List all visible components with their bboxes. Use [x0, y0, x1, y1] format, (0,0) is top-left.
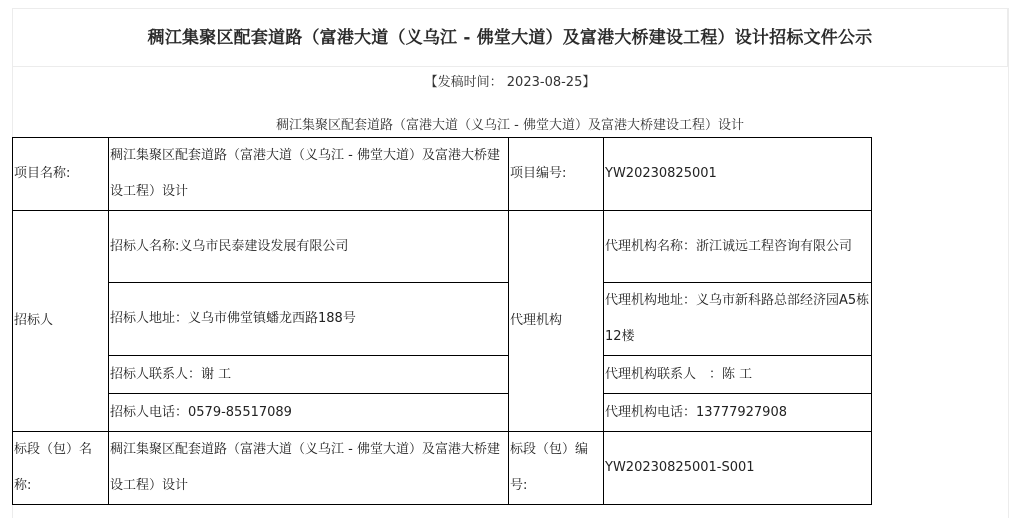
agency-address: 代理机构地址：义乌市新科路总部经济园A5栋12楼 [604, 283, 872, 356]
tenderer-label: 招标人 [13, 211, 109, 432]
tenderer-name: 招标人名称:义乌市民泰建设发展有限公司 [109, 211, 509, 283]
lot-no-label: 标段（包）编号: [509, 432, 604, 505]
agency-label: 代理机构 [509, 211, 604, 432]
project-name-label: 项目名称: [13, 138, 109, 211]
lot-no-value: YW20230825001-S001 [604, 432, 872, 505]
agency-contact: 代理机构联系人 ：陈 工 [604, 356, 872, 394]
table-row [13, 138, 872, 211]
table-row [13, 394, 872, 432]
lot-name-label: 标段（包）名称: [13, 432, 109, 505]
tenderer-address: 招标人地址：义乌市佛堂镇蟠龙西路188号 [109, 283, 509, 356]
table-row [13, 283, 872, 356]
project-no-label: 项目编号: [509, 138, 604, 211]
publish-date: 【发稿时间： 2023-08-25】 [424, 75, 596, 90]
tender-info-table [12, 137, 872, 505]
title-divider [12, 66, 1008, 67]
tenderer-contact: 招标人联系人：谢 工 [109, 356, 509, 394]
table-row [13, 356, 872, 394]
agency-phone: 代理机构电话：13777927908 [604, 394, 872, 432]
lot-name-value: 稠江集聚区配套道路（富港大道（义乌江 - 佛堂大道）及富港大桥建设工程）设计 [109, 432, 509, 505]
project-name-value: 稠江集聚区配套道路（富港大道（义乌江 - 佛堂大道）及富港大桥建设工程）设计 [109, 138, 509, 211]
table-row [13, 432, 872, 505]
page-title: 稠江集聚区配套道路（富港大道（义乌江 - 佛堂大道）及富港大桥建设工程）设计招标文件公示 [147, 28, 873, 48]
tenderer-phone: 招标人电话：0579-85517089 [109, 394, 509, 432]
agency-name: 代理机构名称：浙江诚远工程咨询有限公司 [604, 211, 872, 283]
project-no-value: YW20230825001 [604, 138, 872, 211]
table-row [13, 211, 872, 283]
project-subtitle: 稠江集聚区配套道路（富港大道（义乌江 - 佛堂大道）及富港大桥建设工程）设计 [276, 118, 744, 133]
